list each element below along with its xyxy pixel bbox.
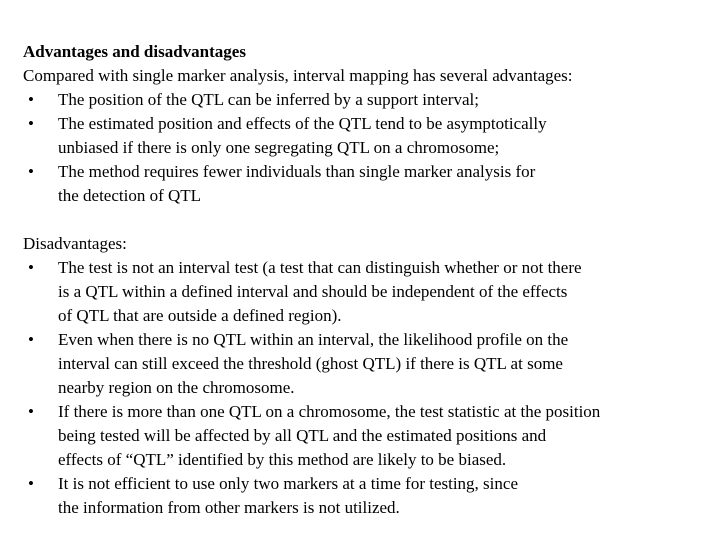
bullet-icon: • <box>28 162 34 181</box>
disadvantages-heading: Disadvantages: <box>23 234 127 253</box>
advantages-intro: Compared with single marker analysis, interval mapping has several advantages: <box>23 66 573 85</box>
disadvantage-item <box>23 328 713 400</box>
disadvantage-line: is a QTL within a defined interval and should be independent of the effects <box>58 282 568 301</box>
bullet-icon: • <box>28 258 34 277</box>
advantage-line: The estimated position and effects of the QTL tend to be asymptotically <box>58 114 547 133</box>
advantage-line: the detection of QTL <box>58 186 202 205</box>
bullet-icon: • <box>28 90 34 109</box>
advantage-item <box>23 160 713 208</box>
disadvantage-line: interval can still exceed the threshold (ghost QTL) if there is QTL at some <box>58 354 563 373</box>
slide-title: Advantages and disadvantages <box>23 42 246 61</box>
slide-content <box>23 40 713 520</box>
bullet-icon: • <box>28 330 34 349</box>
disadvantage-line: of QTL that are outside a defined region). <box>58 306 342 325</box>
disadvantage-line: being tested will be affected by all QTL and the estimated positions and <box>58 426 547 445</box>
bullet-icon: • <box>28 402 34 421</box>
disadvantage-line: Even when there is no QTL within an interval, the likelihood profile on the <box>58 330 569 349</box>
bullet-icon: • <box>28 114 34 133</box>
advantage-line: unbiased if there is only one segregating QTL on a chromosome; <box>58 138 500 157</box>
bullet-icon: • <box>28 474 34 493</box>
disadvantage-item <box>23 256 713 328</box>
disadvantage-line: effects of “QTL” identified by this method are likely to be biased. <box>58 450 507 469</box>
disadvantage-line: The test is not an interval test (a test that can distinguish whether or not there <box>58 258 582 277</box>
disadvantages-list <box>23 256 713 520</box>
advantage-line: The position of the QTL can be inferred by a support interval; <box>58 90 479 109</box>
advantage-line: The method requires fewer individuals than single marker analysis for <box>58 162 536 181</box>
disadvantage-line: nearby region on the chromosome. <box>58 378 295 397</box>
disadvantage-line: the information from other markers is not utilized. <box>58 498 400 517</box>
disadvantage-line: It is not efficient to use only two markers at a time for testing, since <box>58 474 518 493</box>
disadvantage-line: If there is more than one QTL on a chromosome, the test statistic at the position <box>58 402 601 421</box>
advantage-item <box>23 88 713 112</box>
advantages-list <box>23 88 713 208</box>
disadvantage-item <box>23 400 713 472</box>
section-spacer <box>23 208 713 232</box>
disadvantage-item <box>23 472 713 520</box>
advantage-item <box>23 112 713 160</box>
